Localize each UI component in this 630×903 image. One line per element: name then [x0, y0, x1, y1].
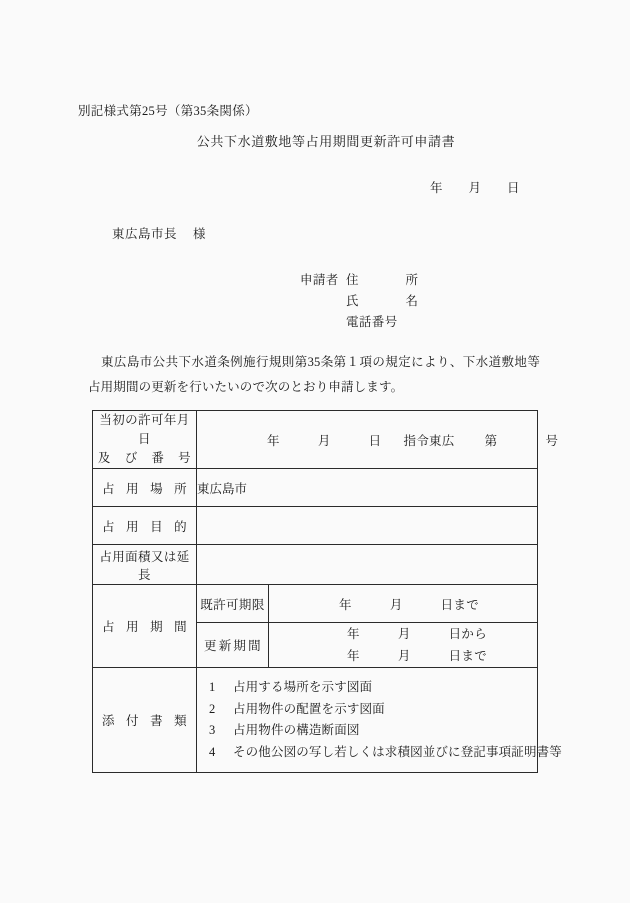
label-area	[93, 545, 197, 585]
applicant-row-phone	[300, 312, 418, 333]
attachment-number: 4	[209, 744, 216, 759]
applicant-block	[300, 270, 418, 333]
addressee-honorific: 様	[193, 227, 207, 241]
permit-year: 年	[267, 433, 280, 448]
value-renewal-period	[269, 623, 538, 668]
body-paragraph: 東広島市公共下水道条例施行規則第35条第１項の規定により、下水道敷地等占用期間の更新を行いたいので次のとおり申請します。	[88, 355, 540, 394]
applicant-field-address	[346, 270, 418, 288]
label-renewal-period	[197, 623, 269, 668]
table-row-area	[93, 545, 538, 585]
header-date-line	[430, 178, 520, 196]
existing-year: 年	[339, 597, 352, 612]
label-permit-date	[93, 411, 197, 469]
permit-date-fields	[197, 431, 559, 449]
label-location	[93, 469, 197, 507]
document-title	[0, 131, 630, 150]
label-period	[93, 585, 197, 668]
label-period-text: 占 用 期 間	[102, 620, 187, 634]
renewal-to-year: 年	[347, 649, 360, 663]
renewal-to-day-suffix: 日まで	[448, 649, 488, 663]
header-date-day: 日	[507, 181, 520, 195]
label-renewal-period-text: 更 新 期 間	[204, 639, 261, 653]
addressee	[112, 224, 206, 242]
renewal-from-year: 年	[347, 627, 360, 641]
applicant-field-address-b: 所	[405, 273, 418, 287]
applicant-field-name-b: 名	[405, 294, 418, 308]
attachment-number: 2	[209, 701, 216, 716]
existing-day-suffix: 日まで	[440, 597, 480, 612]
attachment-list	[197, 668, 562, 772]
existing-limit-fields	[269, 595, 537, 613]
applicant-label: 申請者	[300, 273, 339, 287]
table-row-location	[93, 469, 538, 507]
permit-month: 月	[317, 433, 331, 448]
applicant-field-phone-label: 電話番号	[346, 315, 398, 329]
list-item	[209, 677, 537, 699]
attachment-number: 1	[209, 680, 216, 694]
header-date-year: 年	[430, 181, 443, 195]
permit-day: 日	[368, 433, 382, 448]
label-location-text: 占 用 場 所	[102, 481, 187, 496]
applicant-field-name-a: 氏	[346, 294, 359, 308]
renewal-period-line2	[269, 645, 537, 667]
existing-month: 月	[389, 597, 403, 612]
value-area[interactable]	[197, 545, 538, 585]
value-permit-date	[197, 411, 559, 469]
label-existing-limit-text: 既許可期限	[200, 597, 265, 612]
addressee-name: 東広島市長	[112, 227, 178, 241]
label-purpose-text: 占 用 目 的	[102, 519, 187, 534]
attachment-text: 占用物件の構造断面図	[233, 723, 360, 737]
table-row-permit-date	[93, 411, 538, 469]
renewal-period-line1	[269, 623, 537, 645]
renewal-from-month: 月	[397, 627, 411, 641]
applicant-field-address-a: 住	[346, 273, 359, 287]
label-permit-date-line1: 当初の許可年月日	[99, 413, 190, 446]
renewal-from-day-suffix: 日から	[448, 627, 488, 641]
attachment-text: その他公図の写し若しくは求積図並びに登記事項証明書等	[233, 744, 562, 759]
list-item	[209, 742, 562, 764]
value-existing-limit	[269, 585, 538, 623]
value-purpose[interactable]	[197, 507, 538, 545]
applicant-field-phone	[346, 312, 418, 330]
applicant-row-address	[300, 270, 418, 291]
label-existing-limit	[197, 585, 269, 623]
list-item	[209, 699, 537, 721]
applicant-field-name	[346, 291, 418, 309]
header-date-month: 月	[468, 181, 482, 195]
application-table	[92, 410, 562, 773]
list-item	[209, 720, 537, 742]
attachment-number: 3	[209, 723, 216, 737]
permit-gou: 号	[545, 433, 559, 448]
form-number: 別記様式第25号（第35条関係）	[78, 104, 258, 118]
table-row-attachments	[93, 668, 538, 773]
renewal-to-month: 月	[397, 649, 411, 663]
table-row-purpose	[93, 507, 538, 545]
attachment-text: 占用する場所を示す図面	[233, 680, 373, 694]
value-attachments	[197, 668, 562, 773]
label-purpose	[93, 507, 197, 545]
permit-dai: 第	[484, 433, 498, 448]
table-row-period-existing	[93, 585, 538, 623]
label-attachments-text: 添 付 書 類	[102, 714, 187, 728]
label-area-text: 占用面積又は延長	[99, 549, 190, 582]
applicant-row-name	[300, 291, 418, 312]
label-attachments	[93, 668, 197, 773]
value-location[interactable]: 東広島市	[197, 469, 538, 507]
attachment-text: 占用物件の配置を示す図面	[233, 701, 385, 716]
document-title-text: 公共下水道敷地等占用期間更新許可申請書	[196, 134, 456, 149]
permit-prefix: 指令東広	[403, 433, 455, 448]
label-permit-date-line2: 及 び 番 号	[98, 451, 191, 465]
